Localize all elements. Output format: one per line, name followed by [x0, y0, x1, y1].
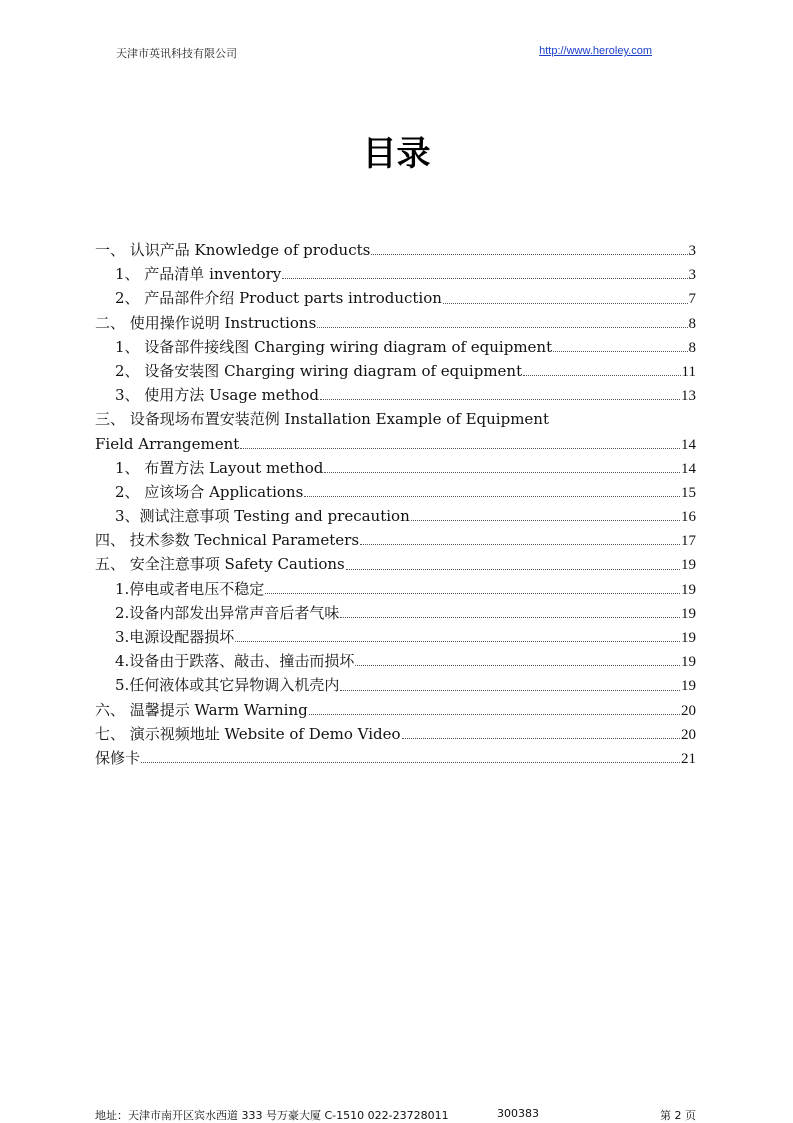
toc-dot-leader — [282, 278, 687, 279]
toc-entry-label: 六、 温馨提示 Warm Warning — [95, 700, 308, 719]
toc-entry-page: 19 — [681, 557, 696, 574]
footer-postcode: 300383 — [497, 1107, 539, 1120]
toc-entry-label: 3、测试注意事项 Testing and precaution — [115, 507, 410, 526]
toc-entry-page: 19 — [681, 581, 696, 598]
company-name: 天津市英讯科技有限公司 — [116, 47, 237, 60]
toc-entry-page: 19 — [681, 654, 696, 671]
table-of-contents — [95, 238, 696, 770]
toc-entry-label: 3.电源设配器损坏 — [115, 628, 235, 646]
toc-entry[interactable] — [95, 552, 696, 576]
toc-entry[interactable] — [95, 407, 696, 431]
toc-dot-leader — [309, 714, 680, 715]
toc-entry-page: 7 — [688, 291, 696, 308]
toc-entry-page: 19 — [681, 605, 696, 622]
toc-entry-label: 4.设备由于跌落、敲击、撞击而损坏 — [115, 652, 355, 671]
toc-entry-page: 3 — [688, 267, 696, 284]
toc-entry-label: 2、 产品部件介绍 Product parts introduction — [115, 289, 442, 308]
toc-entry-label: 1、 产品清单 inventory — [115, 265, 282, 284]
toc-dot-leader — [553, 351, 687, 352]
toc-entry-page: 8 — [688, 339, 696, 356]
toc-dot-leader — [235, 641, 680, 642]
toc-entry-label: 2、 应该场合 Applications — [115, 482, 304, 501]
toc-dot-leader — [346, 569, 680, 570]
toc-dot-leader — [340, 690, 680, 691]
toc-entry-label: 1、 布置方法 Layout method — [115, 458, 324, 477]
toc-dot-leader — [265, 593, 680, 594]
toc-entry-page: 14 — [681, 460, 696, 477]
toc-entry[interactable] — [95, 504, 696, 528]
toc-entry-label: 3、 使用方法 Usage method — [115, 386, 320, 405]
toc-entry-label: 保修卡 — [95, 748, 141, 767]
toc-entry[interactable] — [95, 286, 696, 310]
toc-entry-label: 1、 设备部件接线图 Charging wiring diagram of equipment — [115, 337, 553, 356]
toc-entry-label: 2.设备内部发出异常声音后者气味 — [115, 603, 340, 622]
toc-dot-leader — [240, 448, 680, 449]
toc-dot-leader — [360, 544, 680, 545]
toc-entry[interactable] — [95, 577, 696, 601]
toc-entry-label: 1.停电或者电压不稳定 — [115, 579, 265, 598]
toc-entry[interactable] — [95, 673, 696, 697]
toc-entry-page: 16 — [681, 509, 696, 526]
toc-entry-label: 四、 技术参数 Technical Parameters — [95, 531, 360, 550]
toc-entry-page: 14 — [681, 436, 696, 453]
toc-entry[interactable] — [95, 722, 696, 746]
website-link[interactable]: http://www.heroley.com — [539, 45, 652, 57]
toc-dot-leader — [402, 738, 680, 739]
toc-entry-page: 15 — [681, 484, 696, 501]
toc-entry[interactable] — [95, 456, 696, 480]
toc-entry-page: 13 — [681, 388, 696, 405]
toc-entry[interactable] — [95, 480, 696, 504]
toc-entry-label: 二、 使用操作说明 Instructions — [95, 313, 317, 332]
toc-dot-leader — [443, 303, 688, 304]
toc-entry-label: 一、 认识产品 Knowledge of products — [95, 241, 371, 259]
toc-entry[interactable] — [95, 746, 696, 770]
toc-entry-label: 5.任何液体或其它异物调入机壳内 — [115, 676, 340, 695]
toc-entry[interactable] — [95, 601, 696, 625]
footer-page-number: 第 2 页 — [660, 1109, 696, 1122]
toc-dot-leader — [340, 617, 680, 618]
toc-entry[interactable] — [95, 238, 696, 262]
toc-entry-page: 3 — [688, 243, 696, 259]
toc-dot-leader — [317, 327, 687, 328]
toc-entry[interactable] — [95, 383, 696, 407]
toc-entry-label: Field Arrangement — [95, 434, 240, 453]
toc-entry-page: 19 — [681, 630, 696, 646]
toc-entry[interactable] — [95, 359, 696, 383]
toc-entry-page: 17 — [681, 533, 696, 550]
toc-dot-leader — [523, 375, 680, 376]
toc-entry[interactable] — [95, 335, 696, 359]
toc-dot-leader — [371, 254, 687, 255]
toc-entry[interactable] — [95, 311, 696, 335]
page-title: 目录 — [362, 134, 431, 174]
toc-entry-page: 21 — [681, 750, 696, 767]
toc-entry-page: 20 — [681, 726, 696, 743]
toc-entry-label: 五、 安全注意事项 Safety Cautions — [95, 555, 345, 574]
toc-dot-leader — [141, 762, 680, 763]
toc-entry-page: 19 — [681, 678, 696, 695]
toc-entry-label: 七、 演示视频地址 Website of Demo Video — [95, 724, 401, 743]
toc-entry[interactable] — [95, 698, 696, 722]
toc-dot-leader — [355, 665, 680, 666]
toc-entry-label: 2、 设备安装图 Charging wiring diagram of equipment — [115, 361, 523, 380]
toc-entry-page: 20 — [681, 702, 696, 719]
toc-entry[interactable] — [95, 432, 696, 456]
toc-dot-leader — [320, 399, 680, 400]
toc-entry[interactable] — [95, 625, 696, 649]
toc-dot-leader — [324, 472, 680, 473]
toc-entry[interactable] — [95, 262, 696, 286]
toc-entry-page: 11 — [681, 363, 696, 380]
toc-dot-leader — [304, 496, 680, 497]
toc-entry-page: 8 — [688, 315, 696, 332]
toc-entry[interactable] — [95, 528, 696, 552]
toc-entry[interactable] — [95, 649, 696, 673]
toc-entry-label: 三、 设备现场布置安装范例 Installation Example of Equipment — [95, 410, 549, 429]
footer-address: 地址：天津市南开区宾水西道 333 号万豪大厦 C-1510 022-23728011 — [95, 1109, 449, 1122]
toc-dot-leader — [411, 520, 680, 521]
